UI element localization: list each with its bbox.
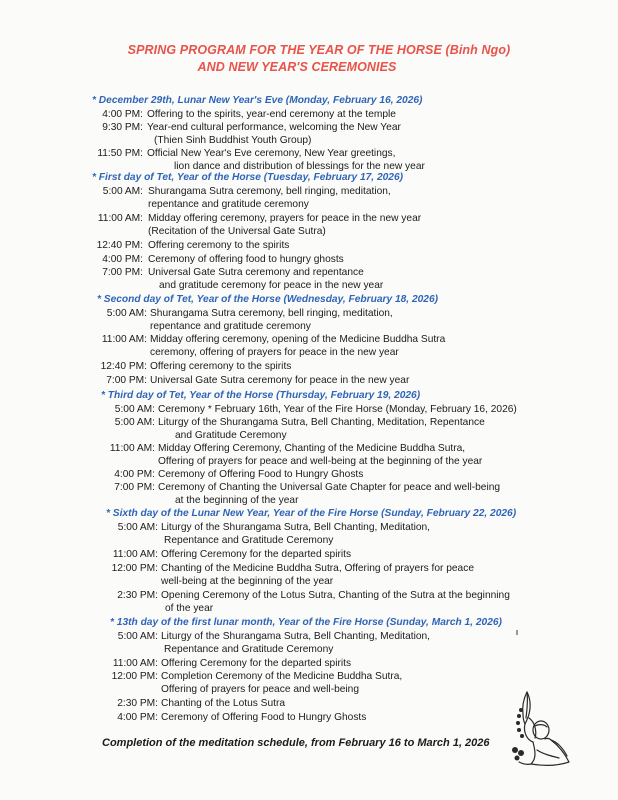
item-description: repentance and gratitude ceremony bbox=[148, 199, 309, 210]
footer-note: Completion of the meditation schedule, from February 16 to March 1, 2026 bbox=[102, 737, 490, 749]
item-description: Ceremony * February 16th, Year of the Fire Horse (Monday, February 16, 2026) bbox=[158, 404, 517, 415]
item-description: Midday Offering Ceremony, Chanting of the Medicine Buddha Sutra, bbox=[158, 443, 466, 454]
item-description: Chanting of the Lotus Sutra bbox=[161, 698, 286, 709]
item-time: 5:00 AM: bbox=[114, 404, 155, 415]
item-description: Universal Gate Sutra ceremony for peace in the new year bbox=[150, 375, 410, 386]
item-description: Offering of prayers for peace and well-being at the beginning of the year bbox=[158, 456, 483, 467]
item-time: 12:40 PM: bbox=[96, 240, 143, 251]
item-description: Offering Ceremony for the departed spirits bbox=[161, 658, 352, 669]
item-time: 4:00 PM: bbox=[117, 712, 158, 723]
speck-mark bbox=[516, 630, 518, 635]
item-description: and Gratitude Ceremony bbox=[175, 430, 287, 441]
item-description: of the year bbox=[165, 603, 214, 614]
item-time: 11:00 AM: bbox=[101, 334, 147, 345]
item-time: 5:00 AM: bbox=[102, 186, 143, 197]
item-description: Year-end cultural performance, welcoming the New Year bbox=[147, 122, 401, 133]
item-time: 9:30 PM: bbox=[102, 122, 143, 133]
item-time: 12:40 PM: bbox=[100, 361, 147, 372]
item-time: 11:50 PM: bbox=[97, 148, 143, 159]
section-heading: * Third day of Tet, Year of the Horse (Thursday, February 19, 2026) bbox=[101, 390, 421, 401]
item-description: Liturgy of the Shurangama Sutra, Bell Chanting, Meditation, bbox=[161, 631, 430, 642]
item-time: 7:00 PM: bbox=[102, 267, 143, 278]
page-title: SPRING PROGRAM FOR THE YEAR OF THE HORSE (Binh Ngo) bbox=[127, 43, 511, 57]
item-description: Official New Year's Eve ceremony, New Year greetings, bbox=[147, 148, 396, 159]
item-description: Ceremony of Chanting the Universal Gate Chapter for peace and well-being bbox=[158, 482, 501, 493]
item-time: 5:00 AM: bbox=[117, 522, 158, 533]
item-description: Ceremony of Offering Food to Hungry Ghosts bbox=[158, 469, 364, 480]
section-heading: * Sixth day of the Lunar New Year, Year of the Fire Horse (Sunday, February 22, 2026) bbox=[106, 508, 517, 519]
item-time: 5:00 AM: bbox=[117, 631, 158, 642]
item-time: 11:00 AM: bbox=[112, 549, 158, 560]
item-description: Offering ceremony to the spirits bbox=[148, 240, 290, 251]
item-description: well-being at the beginning of the year bbox=[161, 576, 334, 587]
page-subtitle: AND NEW YEAR'S CEREMONIES bbox=[197, 60, 397, 74]
item-time: 11:00 AM: bbox=[109, 443, 155, 454]
item-time: 7:00 PM: bbox=[106, 375, 147, 386]
item-time: 5:00 AM: bbox=[114, 417, 155, 428]
item-time: 4:00 PM: bbox=[102, 109, 143, 120]
item-time: 11:00 AM: bbox=[112, 658, 158, 669]
item-description: Shurangama Sutra ceremony, bell ringing, meditation, bbox=[150, 308, 393, 319]
item-time: 2:30 PM: bbox=[117, 590, 158, 601]
item-description: Liturgy of the Shurangama Sutra, Bell Chanting, Meditation, Repentance bbox=[158, 417, 485, 428]
item-description: (Thien Sinh Buddhist Youth Group) bbox=[154, 135, 312, 146]
item-description: Ceremony of Offering Food to Hungry Ghosts bbox=[161, 712, 367, 723]
item-description: Midday offering ceremony, prayers for peace in the new year bbox=[148, 213, 422, 224]
item-time: 2:30 PM: bbox=[117, 698, 158, 709]
section-heading: * First day of Tet, Year of the Horse (Tuesday, February 17, 2026) bbox=[92, 172, 404, 183]
item-time: 5:00 AM: bbox=[106, 308, 147, 319]
section-heading: * December 29th, Lunar New Year's Eve (Monday, February 16, 2026) bbox=[92, 95, 423, 106]
section-heading: * 13th day of the first lunar month, Year of the Fire Horse (Sunday, March 1, 2026) bbox=[110, 617, 502, 628]
item-time: 4:00 PM: bbox=[114, 469, 155, 480]
item-description: Offering to the spirits, year-end ceremony at the temple bbox=[147, 109, 396, 120]
item-time: 12:00 PM: bbox=[111, 671, 158, 682]
section-heading: * Second day of Tet, Year of the Horse (Wednesday, February 18, 2026) bbox=[97, 294, 439, 305]
item-description: Completion Ceremony of the Medicine Buddha Sutra, bbox=[161, 671, 403, 682]
item-description: Ceremony of offering food to hungry ghosts bbox=[148, 254, 344, 265]
item-time: 11:00 AM: bbox=[97, 213, 143, 224]
item-time: 7:00 PM: bbox=[114, 482, 155, 493]
item-description: Chanting of the Medicine Buddha Sutra, Offering of prayers for peace bbox=[161, 563, 474, 574]
item-description: (Recitation of the Universal Gate Sutra) bbox=[148, 226, 326, 237]
item-description: and gratitude ceremony for peace in the new year bbox=[159, 280, 384, 291]
item-time: 12:00 PM: bbox=[111, 563, 158, 574]
item-description: ceremony, offering of prayers for peace in the new year bbox=[150, 347, 399, 358]
item-description: Repentance and Gratitude Ceremony bbox=[164, 535, 334, 546]
item-time: 4:00 PM: bbox=[102, 254, 143, 265]
item-description: lion dance and distribution of blessings for the new year bbox=[174, 161, 425, 172]
item-description: Offering ceremony to the spirits bbox=[150, 361, 292, 372]
item-description: repentance and gratitude ceremony bbox=[150, 321, 311, 332]
item-description: at the beginning of the year bbox=[175, 495, 299, 506]
item-description: Offering of prayers for peace and well-being bbox=[161, 684, 360, 695]
praying-monk-icon bbox=[507, 688, 577, 768]
item-description: Midday offering ceremony, opening of the Medicine Buddha Sutra bbox=[150, 334, 446, 345]
item-description: Offering Ceremony for the departed spirits bbox=[161, 549, 352, 560]
item-description: Liturgy of the Shurangama Sutra, Bell Chanting, Meditation, bbox=[161, 522, 430, 533]
item-description: Universal Gate Sutra ceremony and repentance bbox=[148, 267, 364, 278]
item-description: Shurangama Sutra ceremony, bell ringing, meditation, bbox=[148, 186, 391, 197]
item-description: Opening Ceremony of the Lotus Sutra, Chanting of the Sutra at the beginning bbox=[161, 590, 510, 601]
item-description: Repentance and Gratitude Ceremony bbox=[164, 644, 334, 655]
